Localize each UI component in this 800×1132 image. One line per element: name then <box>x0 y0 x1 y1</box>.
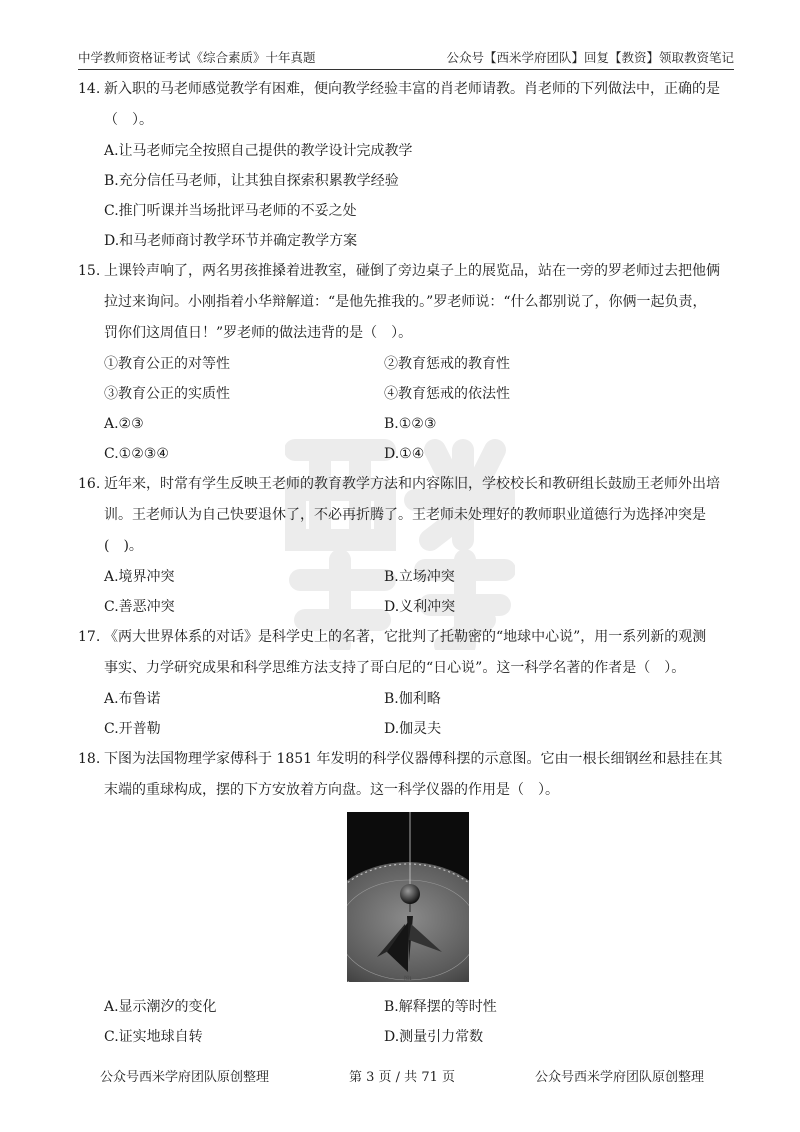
question-15 <box>78 256 738 349</box>
option-row <box>78 1022 738 1052</box>
statement-row <box>78 349 738 379</box>
question-number: 16. <box>78 476 101 492</box>
option-b[interactable]: B.充分信任马老师，让其独自探索积累教学经验 <box>104 173 399 189</box>
statement-item: ②教育惩戒的教育性 <box>384 356 510 372</box>
header-right-note: 公众号【西米学府团队】回复【教资】领取教资笔记 <box>446 50 734 65</box>
page-number: 第 3 页 / 共 71 页 <box>349 1070 455 1085</box>
question-number: 18. <box>78 751 101 767</box>
option-a[interactable]: A.境界冲突 <box>104 569 175 585</box>
question-18 <box>78 744 738 806</box>
statement-item: ④教育惩戒的依法性 <box>384 386 510 402</box>
option-row <box>78 562 738 592</box>
option-a[interactable]: A.让马老师完全按照自己提供的教学设计完成教学 <box>104 143 413 159</box>
option-b[interactable]: B.伽利略 <box>384 691 441 707</box>
option-b[interactable]: B.立场冲突 <box>384 569 455 585</box>
question-stem-cont: （ ）。 <box>104 112 153 128</box>
question-number: 14. <box>78 81 101 97</box>
option-row <box>78 992 738 1022</box>
exam-content <box>78 74 738 1052</box>
question-stem: 新入职的马老师感觉教学有困难，便向教学经验丰富的肖老师请教。肖老师的下列做法中，正确的是 <box>104 81 720 97</box>
question-stem-cont: 末端的重球构成，摆的下方安放着方向盘。这一科学仪器的作用是（ ）。 <box>104 782 559 798</box>
option-c[interactable]: C.推门听课并当场批评马老师的不妥之处 <box>104 203 357 219</box>
option-c[interactable]: C.①②③④ <box>104 446 169 462</box>
option-a[interactable]: A.显示潮汐的变化 <box>104 999 217 1015</box>
question-number: 17. <box>78 629 101 645</box>
option-c[interactable]: C.开普勒 <box>104 721 161 737</box>
question-stem: 《两大世界体系的对话》是科学史上的名著，它批判了托勒密的“地球中心说”，用一系列新的观测 <box>104 629 707 645</box>
page-header <box>78 44 734 70</box>
question-stem-cont: 罚你们这周值日！”罗老师的做法违背的是（ ）。 <box>104 325 413 341</box>
option-b[interactable]: B.①②③ <box>384 416 437 432</box>
question-number: 15. <box>78 263 101 279</box>
option-d[interactable]: D.义利冲突 <box>384 599 456 615</box>
question-stem-cont: 事实、力学研究成果和科学思维方法支持了哥白尼的“日心说”。这一科学名著的作者是（ ）。 <box>104 660 686 676</box>
statement-item: ③教育公正的实质性 <box>104 386 230 402</box>
question-17 <box>78 622 738 684</box>
option-b[interactable]: B.解释摆的等时性 <box>384 999 497 1015</box>
question-stem: 上课铃声响了，两名男孩推搡着进教室，碰倒了旁边桌子上的展览品，站在一旁的罗老师过去把他俩 <box>104 263 720 279</box>
option-row <box>78 439 738 469</box>
option-row <box>78 592 738 622</box>
statement-row <box>78 379 738 409</box>
statement-item: ①教育公正的对等性 <box>104 356 230 372</box>
option-d[interactable]: D.伽灵夫 <box>384 721 442 737</box>
option-d[interactable]: D.测量引力常数 <box>384 1029 484 1045</box>
question-stem: 下图为法国物理学家傅科于 1851 年发明的科学仪器傅科摆的示意图。它由一根长细钢丝和悬挂在其 <box>104 751 723 767</box>
question-14 <box>78 74 738 136</box>
question-stem-cont: 训。王老师认为自己快要退休了，不必再折腾了。王老师未处理好的教师职业道德行为选择冲突是( )。 <box>104 507 706 554</box>
footer-right: 公众号西米学府团队原创整理 <box>534 1070 704 1085</box>
option-row <box>78 714 738 744</box>
footer-left: 公众号西米学府团队原创整理 <box>100 1070 270 1085</box>
option-row <box>78 684 738 714</box>
option-a[interactable]: A.布鲁诺 <box>104 691 161 707</box>
question-16 <box>78 469 738 562</box>
figure-caption: 图1 <box>403 976 413 982</box>
foucault-pendulum-image <box>347 812 469 982</box>
question-stem-cont: 拉过来询问。小刚指着小华辩解道：“是他先推我的。”罗老师说：“什么都别说了，你俩一起负责， <box>104 294 707 310</box>
option-a[interactable]: A.②③ <box>104 416 144 432</box>
option-c[interactable]: C.证实地球自转 <box>104 1029 203 1045</box>
page-footer <box>100 1066 704 1085</box>
question-stem: 近年来，时常有学生反映王老师的教育教学方法和内容陈旧，学校校长和教研组长鼓励王老师外出培 <box>104 476 720 492</box>
header-left-title: 中学教师资格证考试《综合素质》十年真题 <box>78 50 316 65</box>
option-c[interactable]: C.善恶冲突 <box>104 599 175 615</box>
option-d[interactable]: D.①④ <box>384 446 425 462</box>
option-d[interactable]: D.和马老师商讨教学环节并确定教学方案 <box>104 233 358 249</box>
option-row <box>78 409 738 439</box>
